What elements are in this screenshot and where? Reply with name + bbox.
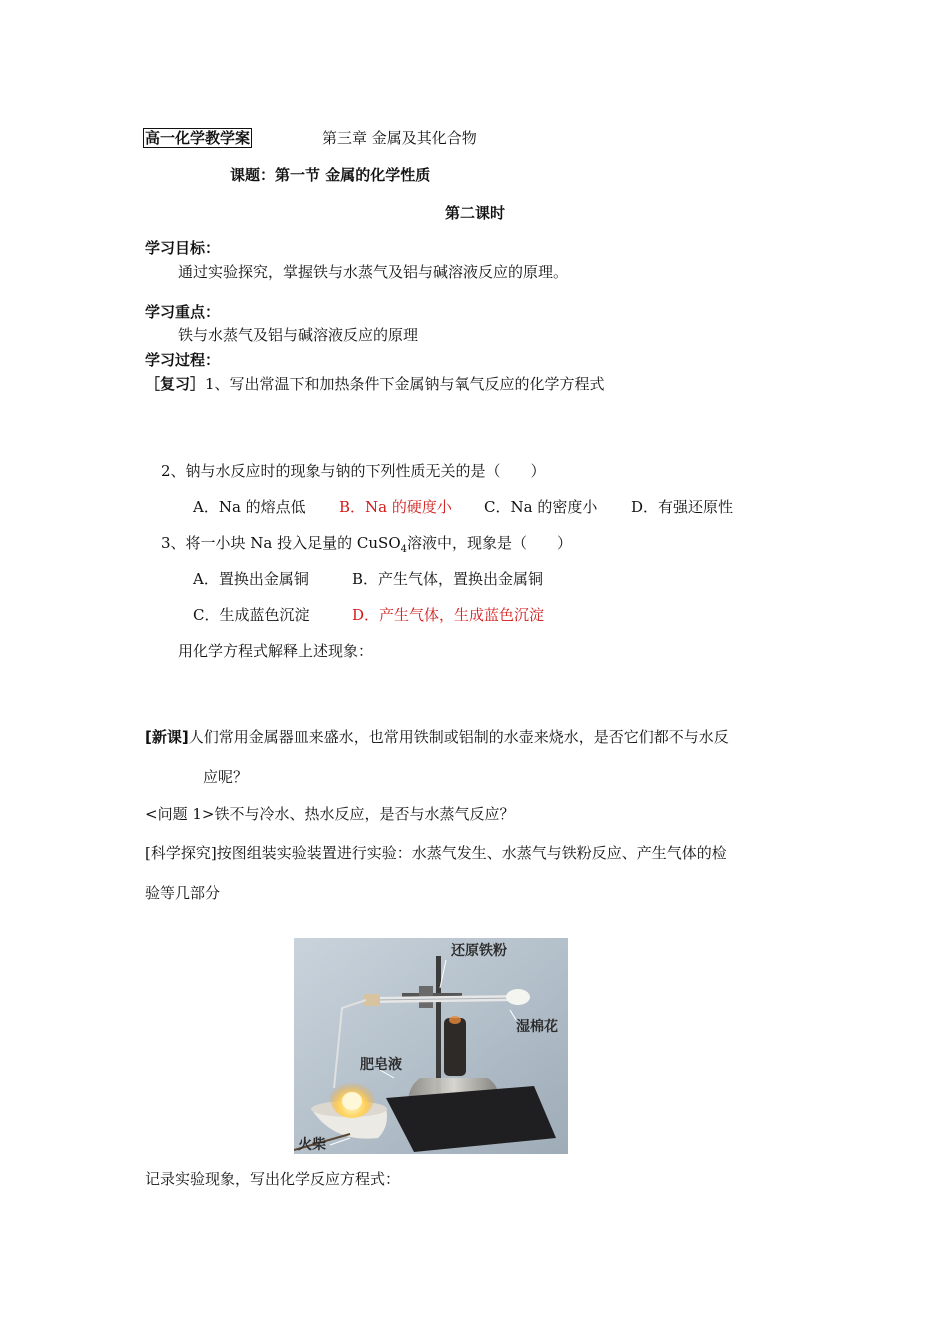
q2-option-b: B．Na 的硬度小 [339,498,452,516]
lesson-period: 第二课时 [445,204,506,222]
q2-option-d: D．有强还原性 [631,498,734,516]
objectives-text: 通过实验探究，掌握铁与水蒸气及铝与碱溶液反应的原理。 [178,263,569,281]
key-points-text: 铁与水蒸气及铝与碱溶液反应的原理 [178,326,419,344]
review-tag: ［复习］ [145,375,206,393]
label-wet-cotton: 湿棉花 [516,1019,558,1035]
new-lesson-line1 [145,727,729,747]
q3-stem-suffix: 溶液中，现象是（ ） [407,534,573,552]
record-prompt: 记录实验现象，写出化学反应方程式： [145,1170,401,1188]
question-1: <问题 1>铁不与冷水、热水反应，是否与水蒸气反应？ [145,805,515,823]
q2-option-c: C．Na 的密度小 [484,498,598,516]
q3-option-d: D．产生气体，生成蓝色沉淀 [352,606,545,624]
process-heading: 学习过程： [145,351,221,369]
explore-line1: [科学探究]按图组装实验装置进行实验：水蒸气发生、水蒸气与铁粉反应、产生气体的检 [145,844,727,862]
doc-tag: 高一化学教学案 [145,129,251,147]
new-lesson-text: 人们常用金属器皿来盛水，也常用铁制或铝制的水壶来烧水，是否它们都不与水反 [188,728,729,746]
q3-stem [161,533,572,560]
q3-option-b: B．产生气体，置换出金属铜 [352,570,544,588]
q3-option-c: C．生成蓝色沉淀 [193,606,310,624]
label-iron-powder: 还原铁粉 [451,943,507,959]
review-q1-text: 1、写出常温下和加热条件下金属钠与氧气反应的化学方程式 [205,375,605,393]
q3-stem-subscript: 4 [400,544,408,555]
review-q1 [145,374,605,394]
explore-line2: 验等几部分 [145,884,221,902]
chapter-title: 第三章 金属及其化合物 [322,129,477,147]
q2-stem: 2、钠与水反应时的现象与钠的下列性质无关的是（ ） [161,462,546,480]
new-lesson-line2: 应呢？ [203,768,249,786]
label-soap-solution: 肥皂液 [360,1057,402,1073]
experiment-photo [294,938,568,1154]
new-lesson-tag: [新课] [145,728,189,746]
q2-option-a: A．Na 的熔点低 [193,498,306,516]
lesson-topic: 课题：第一节 金属的化学性质 [230,166,431,184]
label-match: 火柴 [298,1137,326,1153]
q3-stem-prefix: 3、将一小块 Na 投入足量的 CuSO [161,534,401,552]
objectives-heading: 学习目标： [145,239,221,257]
key-points-heading: 学习重点： [145,303,221,321]
q3-option-a: A．置换出金属铜 [193,570,309,588]
explain-prompt: 用化学方程式解释上述现象： [178,642,374,660]
